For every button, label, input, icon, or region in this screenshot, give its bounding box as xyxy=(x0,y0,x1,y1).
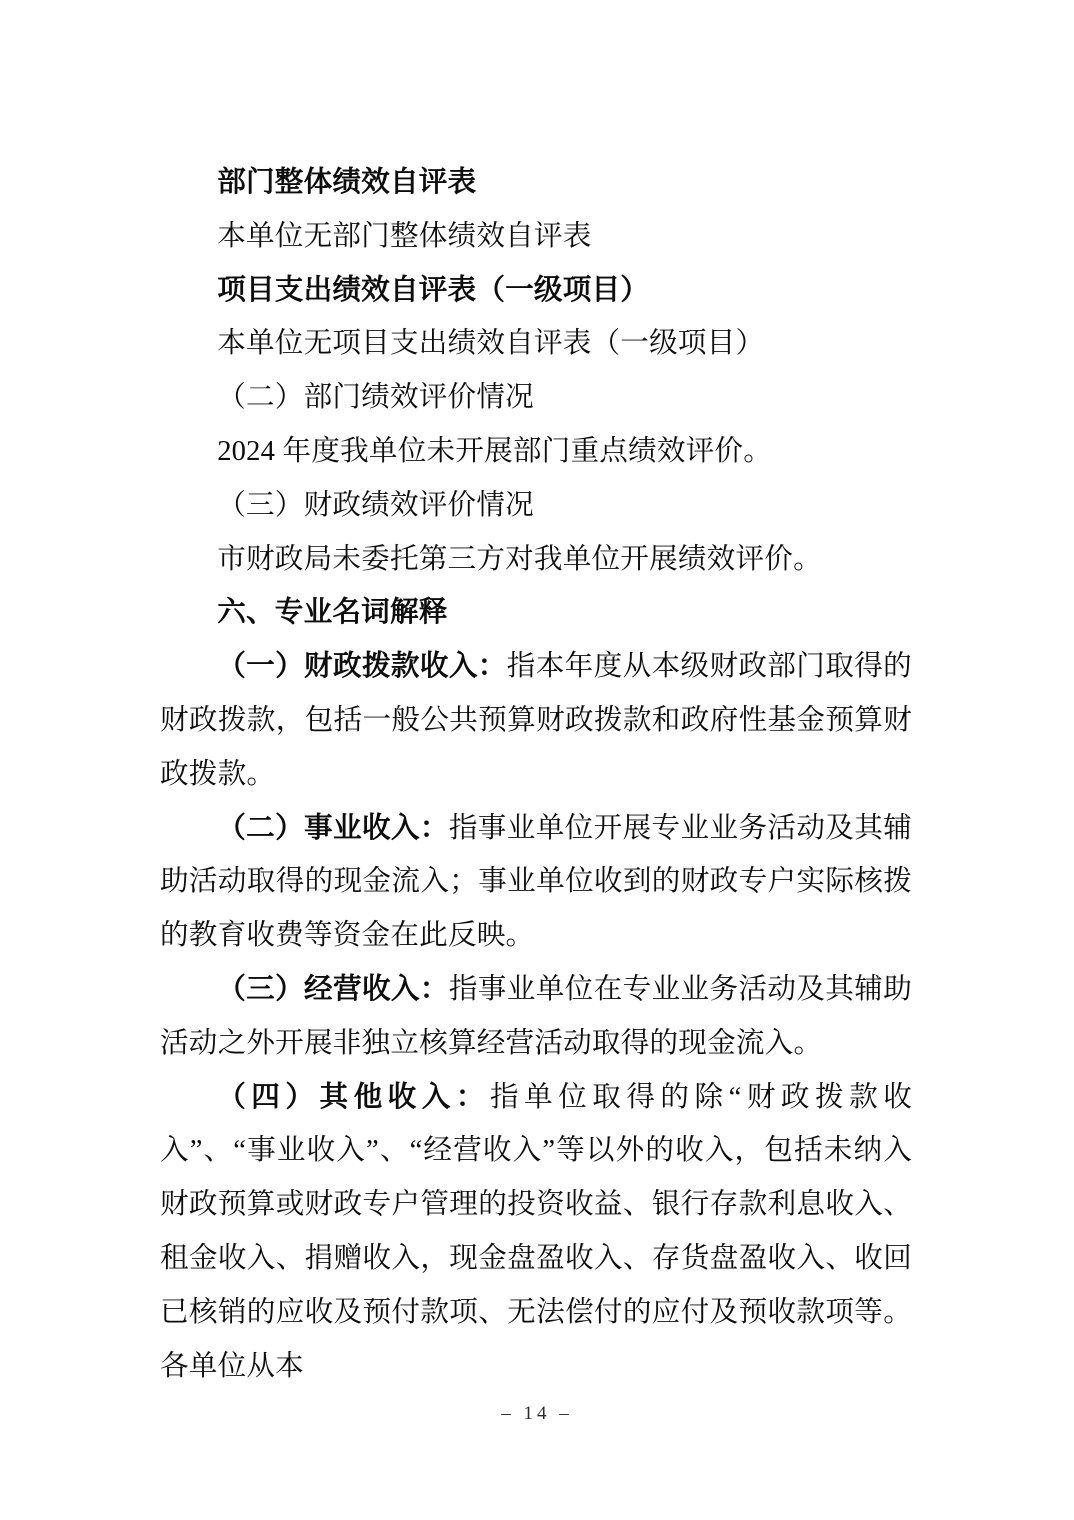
paragraph-lead-text: （四）其他收入： xyxy=(217,1081,490,1113)
body-paragraph xyxy=(160,963,912,1071)
body-paragraph xyxy=(160,479,912,533)
paragraph-lead-text: （三）经营收入： xyxy=(217,973,449,1005)
document-body xyxy=(160,156,912,1393)
section-title xyxy=(160,156,912,210)
body-paragraph xyxy=(160,802,912,963)
paragraph-text: 市财政局未委托第三方对我单位开展绩效评价。 xyxy=(217,543,822,575)
body-paragraph xyxy=(160,533,912,587)
paragraph-text: （三）财政绩效评价情况 xyxy=(217,489,534,521)
page-number: – 14 – xyxy=(501,1403,573,1424)
body-paragraph xyxy=(160,640,912,801)
paragraph-text: 2024 年度我单位未开展部门重点绩效评价。 xyxy=(217,435,773,467)
paragraph-text: （二）部门绩效评价情况 xyxy=(217,382,534,414)
body-paragraph xyxy=(160,425,912,479)
paragraph-text: 指本年度从本级财政部门取得的财政拨款，包括一般公共预算财政拨款和政府性基金预算财政拨款。 xyxy=(160,651,912,790)
paragraph-text: 指单位取得的除“财政拨款收入”、“事业收入”、“经营收入”等以外的收入，包括未纳入财政预算或财政专户管理的投资收益、银行存款利息收入、租金收入、捐赠收入，现金盘盈收入、存货盘盈收入、收回已核销的应收及预付款项、无法偿付的应付及预收款项等。各单位从本 xyxy=(160,1081,912,1382)
paragraph-lead-text: （二）事业收入： xyxy=(217,812,449,844)
paragraph-lead-text: 部门整体绩效自评表 xyxy=(217,167,477,198)
paragraph-lead-text: 项目支出绩效自评表（一级项目） xyxy=(217,274,650,306)
section-heading xyxy=(160,586,912,640)
body-paragraph xyxy=(160,1071,912,1394)
paragraph-lead-text: （一）财政拨款收入： xyxy=(217,651,507,683)
paragraph-text: 指事业单位在专业业务活动及其辅助活动之外开展非独立核算经营活动取得的现金流入。 xyxy=(160,973,912,1059)
section-title xyxy=(160,264,912,318)
paragraph-text: 本单位无部门整体绩效自评表 xyxy=(217,220,592,252)
body-paragraph xyxy=(160,210,912,264)
paragraph-text: 指事业单位开展专业业务活动及其辅助活动取得的现金流入；事业单位收到的财政专户实际核拨的教育收费等资金在此反映。 xyxy=(160,812,912,952)
body-paragraph xyxy=(160,317,912,371)
body-paragraph xyxy=(160,371,912,425)
page-footer xyxy=(0,1403,1074,1425)
paragraph-text: 本单位无项目支出绩效自评表（一级项目） xyxy=(217,328,765,360)
paragraph-lead-text: 六、专业名词解释 xyxy=(217,596,448,629)
